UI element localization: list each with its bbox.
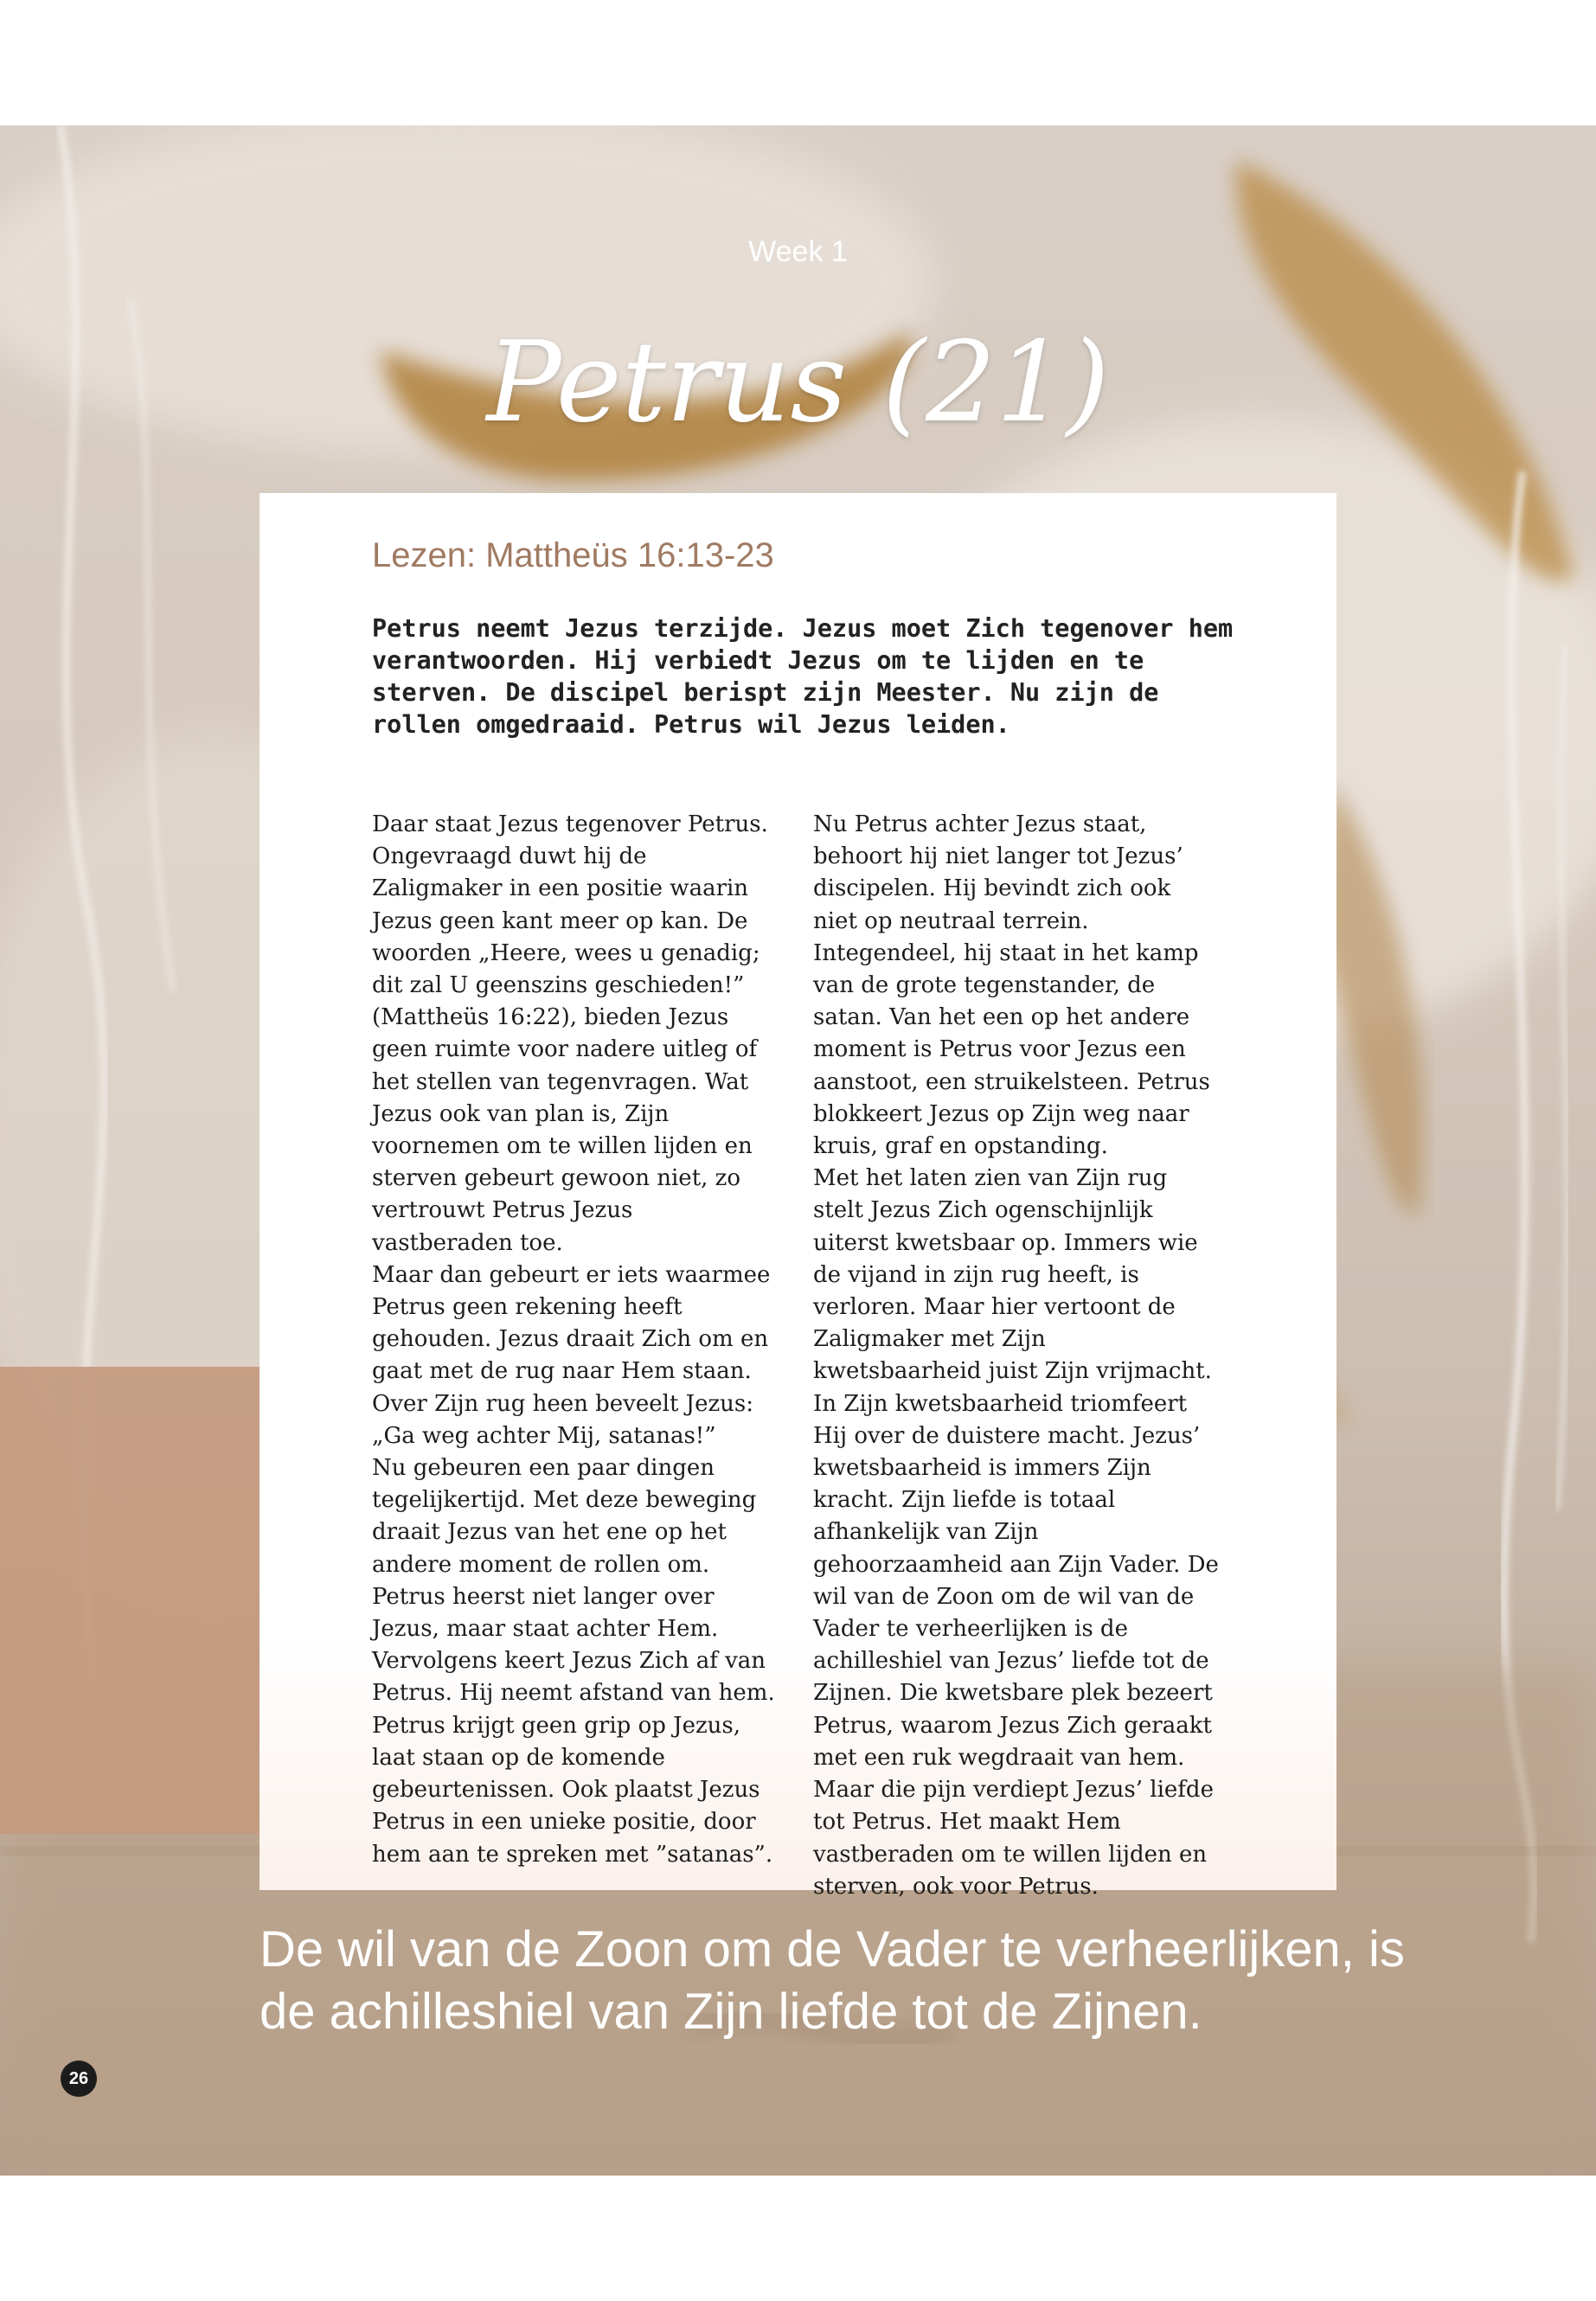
- paragraph: Nu gebeuren een paar dingen tegelijkertijd. Met deze beweging draait Jezus van het ene op het andere moment de rollen om. Petrus heerst niet langer over Jezus, maar staat achter Hem. Vervolgens keert Jezus Zich af van Petrus. Hij neemt afstand van hem. Petrus krijgt geen grip op Jezus, laat staan op de komende gebeurtenissen. Ook plaatst Jezus Petrus in een unieke positie, door hem aan te spreken met ”satanas”.: [372, 1455, 775, 1868]
- intro-paragraph: Petrus neemt Jezus terzijde. Jezus moet Zich tegenover hem verantwoorden. Hij verbiedt Jezus om te lijden en te sterven. De discipel berispt zijn Meester. Nu zijn de rollen omgedraaid. Petrus wil Jezus leiden.: [372, 614, 1234, 739]
- week-label: Week 1: [748, 235, 848, 268]
- paragraph: Maar dan gebeurt er iets waarmee Petrus geen rekening heeft gehouden. Jezus draait Zich om en gaat met de rug naar Hem staan. Over Zijn rug heen beveelt Jezus: „Ga weg achter Mij, satanas!”: [372, 1261, 771, 1449]
- page-title: Petrus (21): [486, 318, 1110, 447]
- paragraph: Daar staat Jezus tegenover Petrus. Ongevraagd duwt hij de Zaligmaker in een positie waarin Jezus geen kant meer op kan. De woorden „Heere, wees u genadig; dit zal U geenszins geschieden!” (Mattheüs 16:22), bieden Jezus geen ruimte voor nadere uitleg of het stellen van tegenvragen. Wat Jezus ook van plan is, Zijn voornemen om te willen lijden en sterven gebeurt gewoon niet, zo vertrouwt Petrus Jezus vastberaden toe.: [372, 811, 768, 1256]
- pull-quote: De wil van de Zoon om de Vader te verheerlijken, is de achilleshiel van Zijn liefde tot de Zijnen.: [260, 1921, 1405, 2040]
- text-column-right: [813, 809, 1220, 1903]
- text-column-left: [372, 809, 779, 1871]
- paragraph: Nu Petrus achter Jezus staat, behoort hij niet langer tot Jezus’ discipelen. Hij bevindt zich ook niet op neutraal terrein. Integendeel, hij staat in het kamp van de grote tegenstander, de satan. Van het een op het andere moment is Petrus voor Jezus een aanstoot, een struikelsteen. Petrus blokkeert Jezus op Zijn weg naar kruis, graf en opstanding.: [813, 811, 1210, 1160]
- reading-reference: Lezen: Mattheüs 16:13-23: [372, 536, 774, 574]
- paragraph: Met het laten zien van Zijn rug stelt Jezus Zich ogenschijnlijk uiterst kwetsbaar op. Immers wie de vijand in zijn rug heeft, is verloren. Maar hier vertoont de Zaligmaker met Zijn kwetsbaarheid juist Zijn vrijmacht. In Zijn kwetsbaarheid triomfeert Hij over de duistere macht. Jezus’ kwetsbaarheid is immers Zijn kracht. Zijn liefde is totaal afhankelijk van Zijn gehoorzaamheid aan Zijn Vader. De wil van de Zoon om de wil van de Vader te verheerlijken is de achilleshiel van Jezus’ liefde tot de Zijnen. Die kwetsbare plek bezeert Petrus, waarom Jezus Zich geraakt met een ruk wegdraait van hem. Maar die pijn verdiept Jezus’ liefde tot Petrus. Het maakt Hem vastberaden om te willen lijden en sterven, ook voor Petrus.: [813, 1165, 1219, 1900]
- page-number: 26: [61, 2061, 97, 2097]
